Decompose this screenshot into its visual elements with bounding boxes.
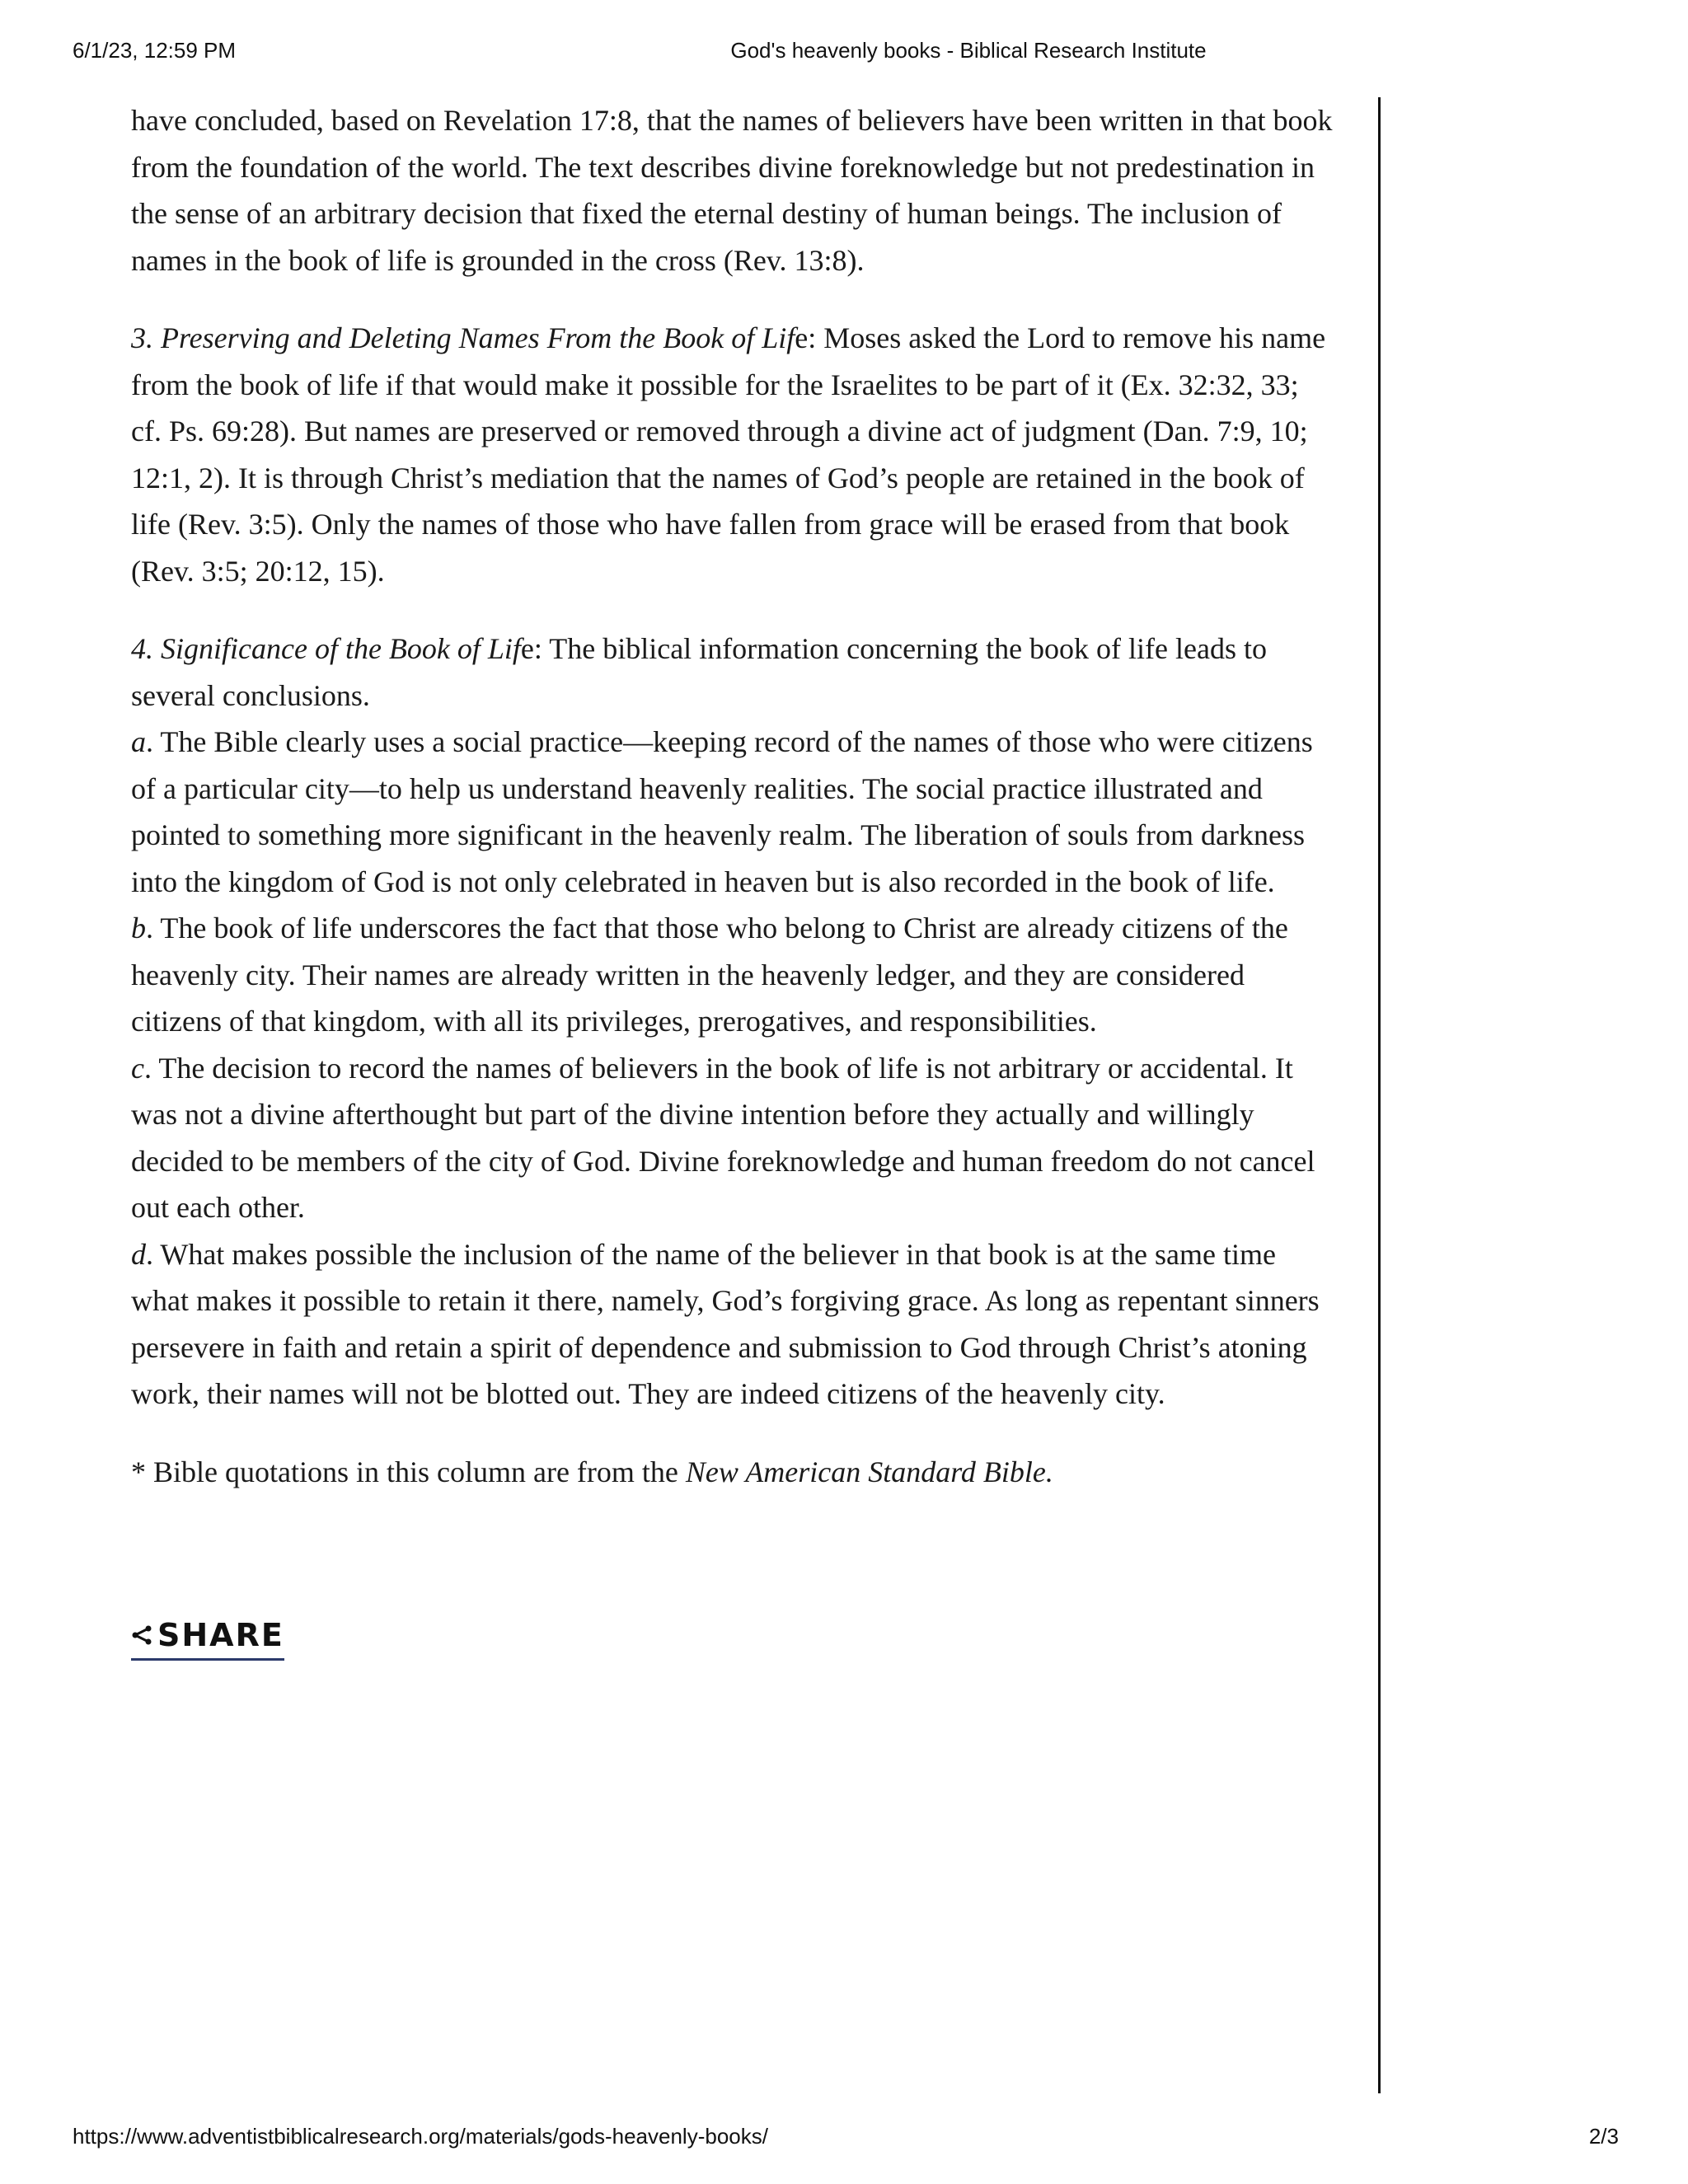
paragraph-foreknowledge: have concluded, based on Revelation 17:8, that the names of believers have been written in that book from the foundation of the world. The text describes divine foreknowledge but not predestination in the sense of an arbitrary decision that fixed the eternal destiny of human beings. The inclusion of names in the book of life is grounded in the cross (Rev. 13:8). (131, 104, 1333, 277)
point-text: . The Bible clearly uses a social practice—keeping record of the names of those who were citizens of a particular city—to help us understand heavenly realities. The social practice illustrated and pointed to something more significant in the heavenly realm. The liberation of souls from darkness into the kingdom of God is not only celebrated in heaven but is also recorded in the book of life. (131, 725, 1313, 898)
point-label: b (131, 912, 146, 944)
page-url: https://www.adventistbiblicalresearch.org/materials/gods-heavenly-books/ (73, 2124, 768, 2149)
point-label: a (131, 725, 146, 758)
section-preserving-names (131, 315, 1334, 594)
point-text: . The decision to record the names of believers in the book of life is not arbitrary or accidental. It was not a divine afterthought but part of the divine intention before they actually and willingly decided to be members of the city of God. Divine foreknowledge and human freedom do not cancel out each other. (131, 1051, 1315, 1224)
section-significance (131, 626, 1334, 719)
print-datetime: 6/1/23, 12:59 PM (73, 38, 237, 63)
bible-version-title: New American Standard Bible. (685, 1455, 1053, 1488)
point-a (131, 719, 1334, 905)
share-label: SHARE (157, 1617, 284, 1653)
section-text: e: The biblical information concerning the book of life leads to several conclusions. (131, 632, 1267, 712)
share-button[interactable] (131, 1617, 284, 1661)
note-text: * Bible quotations in this column are from the (131, 1455, 686, 1488)
article-body (131, 97, 1334, 1495)
point-text: . The book of life underscores the fact that those who belong to Christ are already citizens of the heavenly city. Their names are already written in the heavenly ledger, and they are considered citizens of that kingdom, with all its privileges, prerogatives, and responsibilities. (131, 912, 1288, 1038)
section-text: e: Moses asked the Lord to remove his name from the book of life if that would make it possible for the Israelites to be part of it (Ex. 32:32, 33; cf. Ps. 69:28). But names are preserved or removed through a divine act of judgment (Dan. 7:9, 10; 12:1, 2). It is through Christ’s mediation that the names of God’s people are retained in the book of life (Rev. 3:5). Only the names of those who have fallen from grace will be erased from that book (Rev. 3:5; 20:12, 15). (131, 321, 1326, 588)
section-heading: 4. Significance of the Book of Lif (131, 632, 521, 665)
point-b (131, 905, 1334, 1045)
point-text: . What makes possible the inclusion of the name of the believer in that book is at the same time what makes it possible to retain it there, namely, God’s forgiving grace. As long as repentant sinners persevere in faith and retain a spirit of dependence and submission to God through Christ’s atoning work, their names will not be blotted out. They are indeed citizens of the heavenly city. (131, 1237, 1320, 1410)
section-heading: 3. Preserving and Deleting Names From the Book of Lif (131, 321, 795, 354)
print-footer (0, 2124, 1688, 2157)
point-label: d (131, 1237, 146, 1271)
point-d (131, 1231, 1334, 1418)
point-c (131, 1045, 1334, 1231)
bible-version-note (131, 1449, 1334, 1496)
column-divider (1378, 97, 1381, 2093)
point-label: c (131, 1051, 144, 1085)
print-page-title: God's heavenly books - Biblical Research Institute (730, 38, 1207, 63)
share-icon (131, 1624, 152, 1646)
print-header (0, 38, 1688, 71)
page-number: 2/3 (1588, 2124, 1619, 2149)
